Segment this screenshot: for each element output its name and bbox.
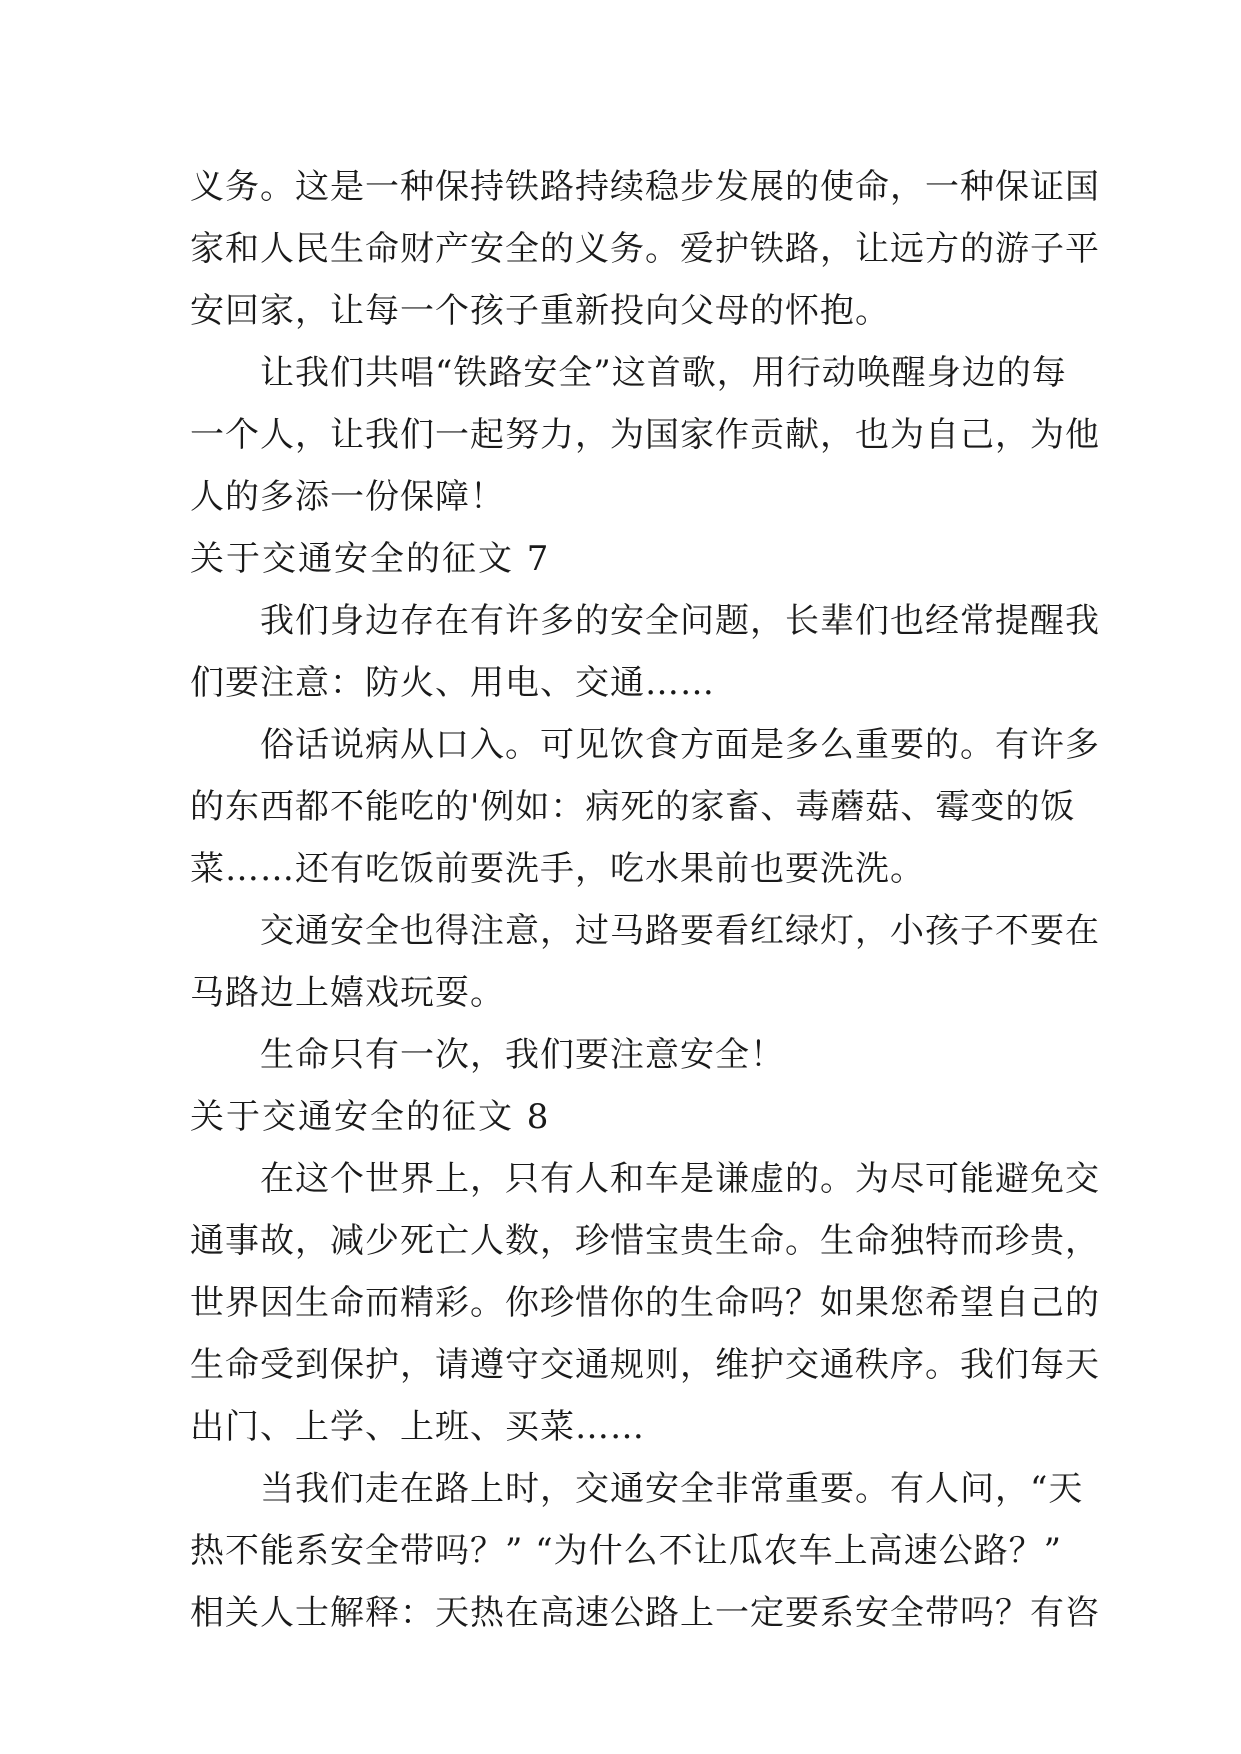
text-line: 相关人士解释：天热在高速公路上一定要系安全带吗？有咨	[190, 1593, 1100, 1633]
text-line: 菜……还有吃饭前要洗手，吃水果前也要洗洗。	[190, 849, 925, 889]
section-heading-7: 关于交通安全的征文 7	[190, 539, 551, 579]
text-line: 出门、上学、上班、买菜……	[190, 1407, 645, 1447]
paragraph-first-line: 我们身边存在有许多的安全问题，长辈们也经常提醒我	[260, 601, 1100, 641]
document-body	[190, 156, 1100, 1644]
paragraph-first-line: 俗话说病从口入。可见饮食方面是多么重要的。有许多	[260, 725, 1100, 765]
text-line: 生命受到保护，请遵守交通规则，维护交通秩序。我们每天	[190, 1345, 1100, 1385]
text-line: 安回家，让每一个孩子重新投向父母的怀抱。	[190, 291, 890, 331]
paragraph-first-line: 在这个世界上，只有人和车是谦虚的。为尽可能避免交	[260, 1159, 1100, 1199]
text-line: 世界因生命而精彩。你珍惜你的生命吗？如果您希望自己的	[190, 1283, 1100, 1323]
text-line: 马路边上嬉戏玩耍。	[190, 973, 505, 1013]
text-line: 家和人民生命财产安全的义务。爱护铁路，让远方的游子平	[190, 229, 1100, 269]
text-line: 义务。这是一种保持铁路持续稳步发展的使命，一种保证国	[190, 167, 1100, 207]
text-line: 热不能系安全带吗？” “为什么不让瓜农车上高速公路？”	[190, 1531, 1062, 1571]
paragraph-first-line: 交通安全也得注意，过马路要看红绿灯，小孩子不要在	[260, 911, 1100, 951]
text-line: 一个人，让我们一起努力，为国家作贡献，也为自己，为他	[190, 415, 1100, 455]
text-line: 们要注意：防火、用电、交通……	[190, 663, 715, 703]
text-line: 人的多添一份保障！	[190, 477, 505, 517]
text-line: 通事故，减少死亡人数，珍惜宝贵生命。生命独特而珍贵，	[190, 1221, 1100, 1261]
paragraph-first-line: 当我们走在路上时，交通安全非常重要。有人问，“天	[260, 1469, 1084, 1509]
paragraph-first-line: 生命只有一次，我们要注意安全！	[260, 1035, 785, 1075]
paragraph-first-line: 让我们共唱“铁路安全”这首歌，用行动唤醒身边的每	[260, 353, 1067, 393]
text-line: 的东西都不能吃的'例如：病死的家畜、毒蘑菇、霉变的饭	[190, 787, 1076, 827]
section-heading-8: 关于交通安全的征文 8	[190, 1097, 551, 1137]
